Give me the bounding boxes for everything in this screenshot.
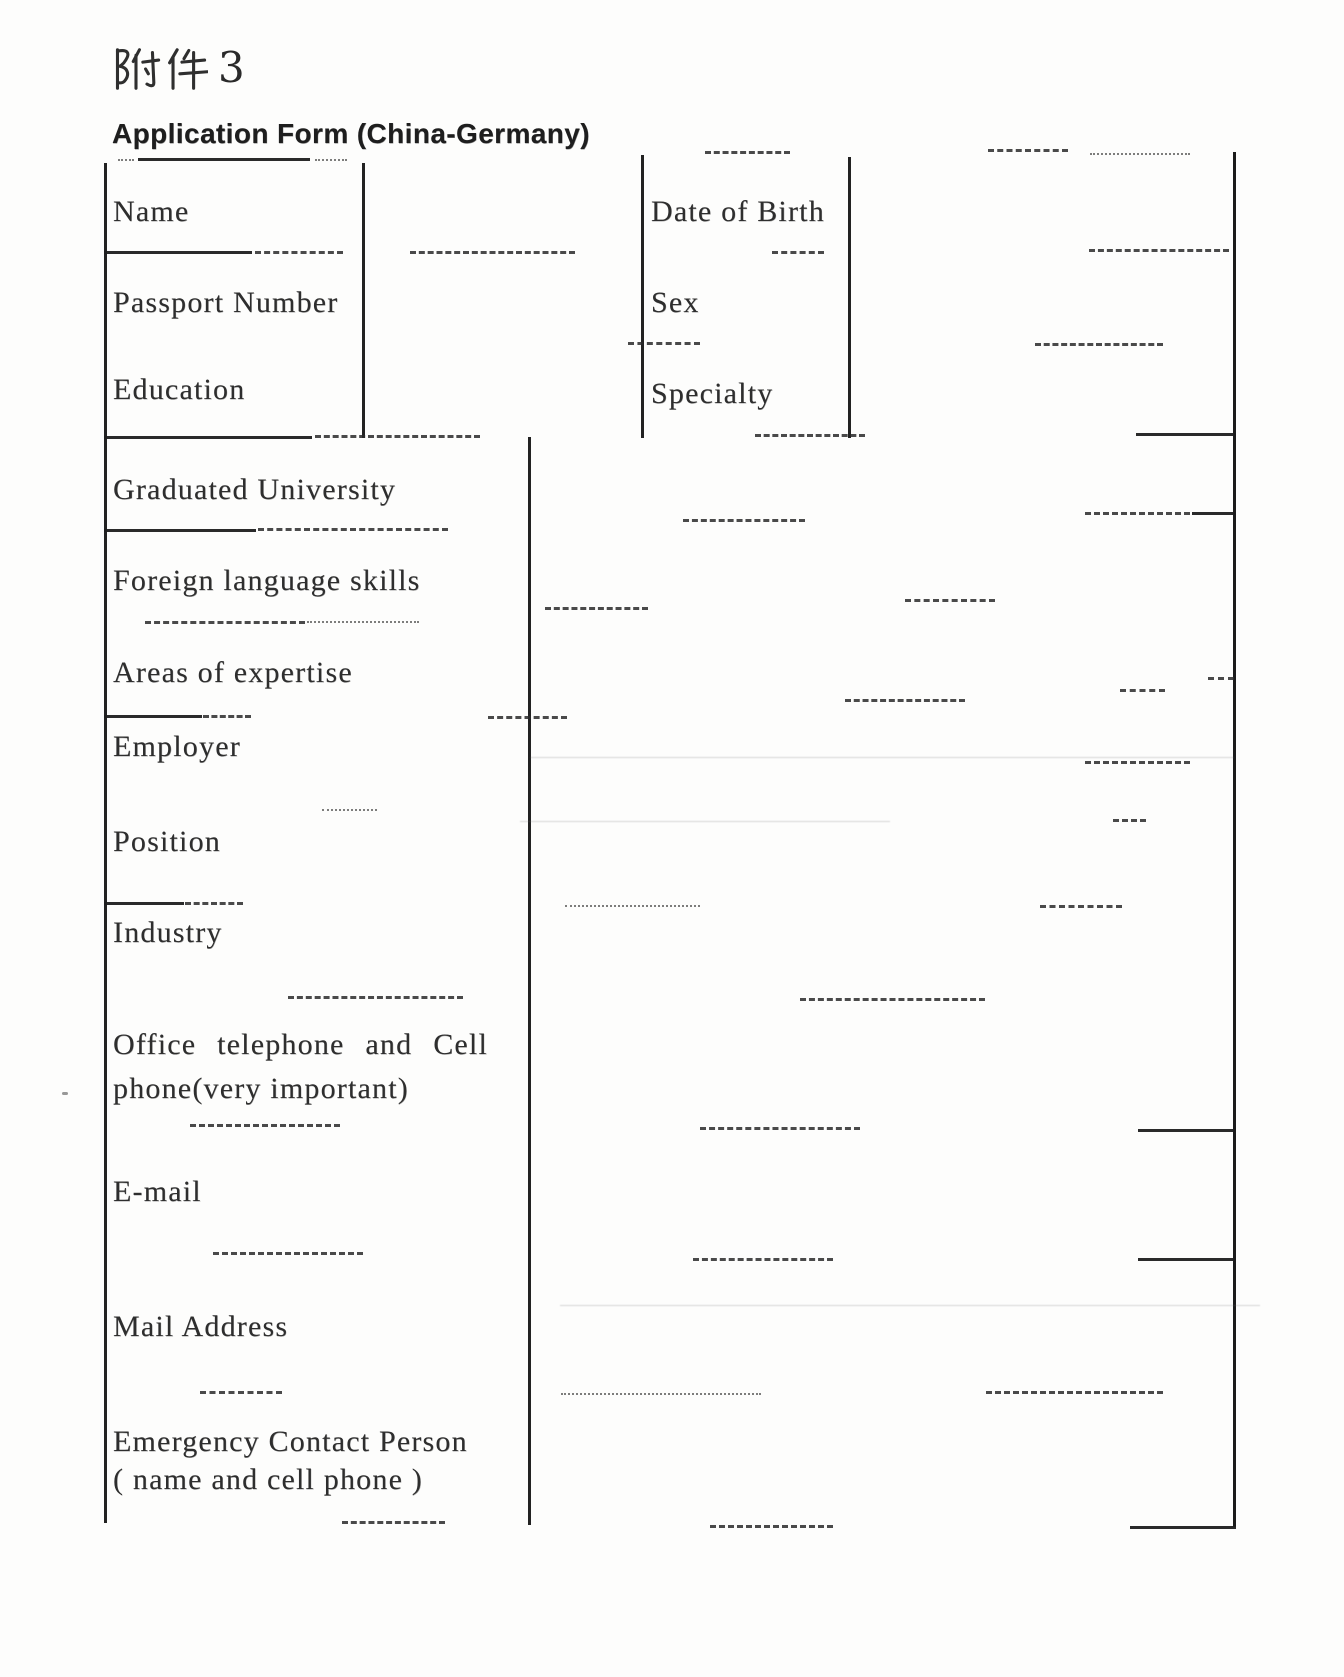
scan-line — [255, 251, 343, 254]
value-cell-industry — [531, 904, 1231, 996]
scan-line — [755, 434, 865, 437]
value-cell-graduated-university — [531, 439, 1231, 529]
scan-line — [988, 149, 1068, 152]
scan-line — [145, 621, 305, 624]
label-date-of-birth: Date of Birth — [651, 195, 825, 228]
scan-line — [307, 621, 419, 623]
label-emergency-contact-line2: ( name and cell phone ) — [113, 1463, 423, 1496]
value-cell-specialty — [850, 345, 1231, 435]
scan-line — [104, 902, 184, 905]
scan-line — [1130, 1526, 1236, 1529]
label-office-telephone — [113, 1023, 488, 1111]
value-cell-sex — [850, 253, 1231, 343]
scan-line — [190, 1124, 340, 1127]
title-underline — [138, 158, 310, 161]
label-specialty: Specialty — [651, 377, 774, 410]
scan-line — [185, 902, 243, 905]
value-cell-position — [531, 812, 1231, 902]
scan-speck — [62, 1092, 68, 1095]
scan-line — [288, 996, 463, 999]
value-cell-foreign-language-skills — [531, 531, 1231, 621]
title-underline — [118, 159, 134, 161]
scan-line — [213, 1252, 363, 1255]
label-passport-number: Passport Number — [113, 286, 339, 319]
label-areas-of-expertise: Areas of expertise — [113, 656, 353, 689]
attachment-label — [112, 44, 245, 94]
scan-line — [258, 528, 448, 531]
value-cell-employer — [531, 717, 1231, 810]
attachment-cjk-strokes — [112, 44, 208, 94]
value-cell-passport-number — [364, 253, 639, 343]
scan-line — [322, 809, 377, 811]
value-cell-office-telephone — [531, 998, 1231, 1125]
scan-line — [315, 435, 480, 438]
label-mail-address: Mail Address — [113, 1310, 289, 1343]
label-emergency-contact-line1: Emergency Contact Person — [113, 1425, 468, 1458]
label-position: Position — [113, 825, 221, 858]
scan-line — [104, 529, 256, 532]
table-divider-top-mid — [641, 155, 644, 438]
title-underline — [315, 159, 347, 161]
value-cell-emergency-contact — [531, 1393, 1231, 1523]
label-emergency-contact — [113, 1423, 513, 1499]
label-email: E-mail — [113, 1175, 202, 1208]
label-graduated-university: Graduated University — [113, 473, 397, 506]
scan-line — [710, 1525, 833, 1528]
scan-line — [104, 436, 312, 439]
attachment-number: 3 — [218, 43, 245, 92]
label-employer: Employer — [113, 730, 241, 763]
scan-line — [705, 151, 790, 154]
table-border-left — [104, 163, 107, 1523]
value-cell-mail-address — [531, 1256, 1231, 1391]
label-sex: Sex — [651, 286, 700, 319]
label-name: Name — [113, 195, 190, 228]
label-industry: Industry — [113, 916, 223, 949]
scan-line — [772, 251, 824, 254]
label-education: Education — [113, 373, 246, 406]
scan-line — [1090, 153, 1190, 155]
value-cell-name — [364, 165, 639, 251]
value-cell-education — [364, 345, 639, 435]
label-foreign-language-skills: Foreign language skills — [113, 564, 421, 597]
value-cell-areas-of-expertise — [531, 623, 1231, 715]
scan-line — [104, 251, 252, 254]
label-office-telephone-line2: phone(very important) — [113, 1072, 409, 1105]
value-cell-email — [531, 1127, 1231, 1254]
value-cell-date-of-birth — [850, 165, 1231, 251]
scan-line — [200, 1391, 282, 1394]
label-office-telephone-line1: Office telephone and Cell — [113, 1028, 488, 1061]
scan-line — [104, 715, 202, 718]
form-title: Application Form (China-Germany) — [112, 118, 590, 149]
scan-line — [203, 715, 251, 718]
table-border-right — [1233, 152, 1236, 1527]
scan-line — [342, 1521, 445, 1524]
